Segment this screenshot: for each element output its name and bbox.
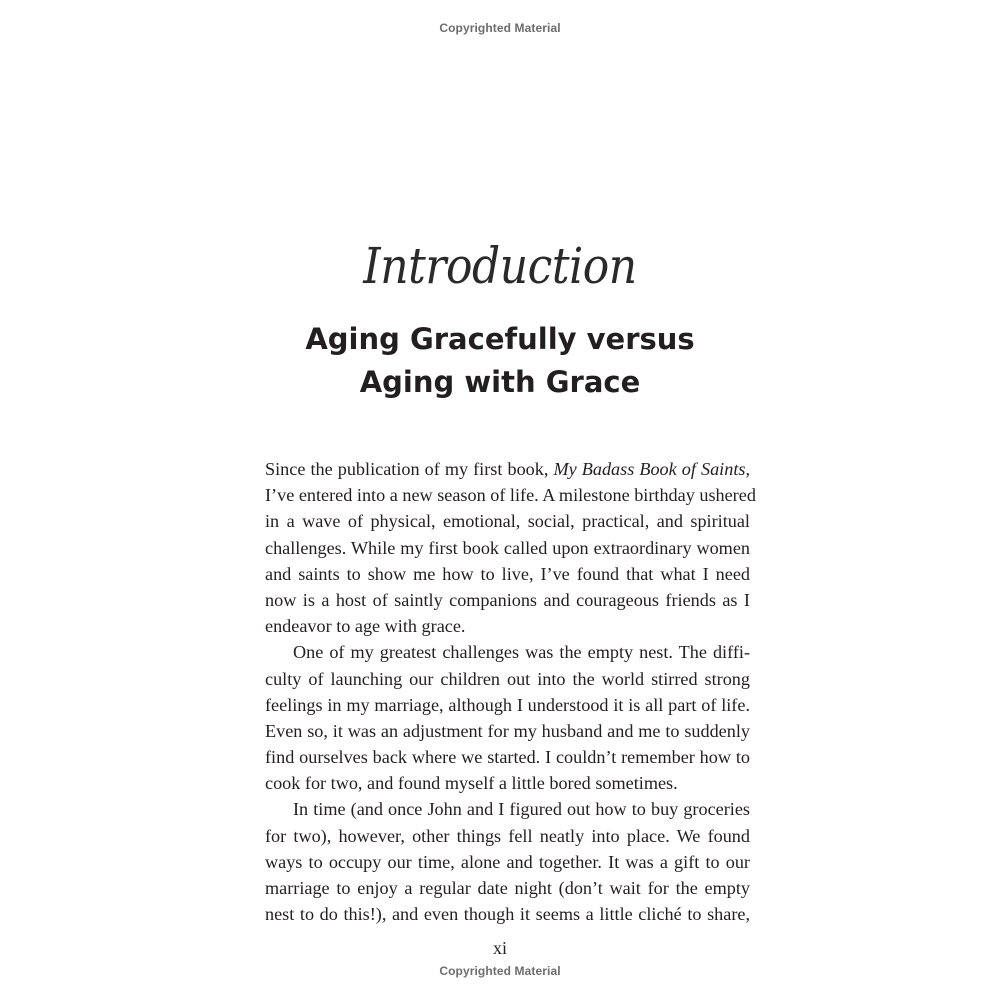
copyright-watermark-top: Copyrighted Material [439, 21, 561, 35]
body-line: nest to do this!), and even though it seems a little cliché to share, [265, 904, 750, 925]
book-title-comma: , [745, 459, 750, 479]
body-line: now is a host of saintly companions and courageous friends as I [265, 589, 750, 610]
body-line: In time (and once John and I figured out how to buy groceries [293, 799, 750, 820]
subtitle-line-1: Aging Gracefully versus [305, 322, 695, 356]
body-line: feelings in my marriage, although I understood it is all part of life. [265, 694, 750, 715]
body-line: find ourselves back where we started. I couldn’t remember how to [265, 747, 750, 768]
copyright-watermark-bottom: Copyrighted Material [439, 964, 561, 978]
body-line: I’ve entered into a new season of life. A milestone birthday ushered [265, 485, 756, 506]
body-text [265, 456, 756, 927]
body-line: and saints to show me how to live, I’ve found that what I need [265, 563, 750, 584]
body-line: ways to occupy our time, alone and together. It was a gift to our [265, 851, 750, 872]
page-number: xi [492, 938, 507, 958]
chapter-subtitle [0, 318, 1000, 404]
body-line: One of my greatest challenges was the empty nest. The diffi- [293, 642, 750, 663]
body-line [265, 456, 750, 482]
body-line: culty of launching our children out into the world stirred strong [265, 668, 750, 689]
body-line: Even so, it was an adjustment for my husband and me to suddenly [265, 720, 750, 741]
body-line: challenges. While my first book called upon extraordinary women [265, 537, 750, 558]
body-line: for two), however, other things fell neatly into place. We found [265, 825, 750, 846]
body-line: endeavor to age with grace. [265, 616, 466, 637]
body-line: in a wave of physical, emotional, social, practical, and spiritual [265, 511, 750, 532]
subtitle-line-2: Aging with Grace [359, 365, 641, 399]
body-line-text: Since the publication of my first book, [265, 459, 554, 479]
body-line: marriage to enjoy a regular date night (don’t wait for the empty [265, 878, 750, 898]
body-line: cook for two, and found myself a little bored sometimes. [265, 773, 678, 794]
book-title: My Badass Book of Saints [553, 459, 746, 479]
chapter-heading: Introduction [363, 237, 637, 295]
